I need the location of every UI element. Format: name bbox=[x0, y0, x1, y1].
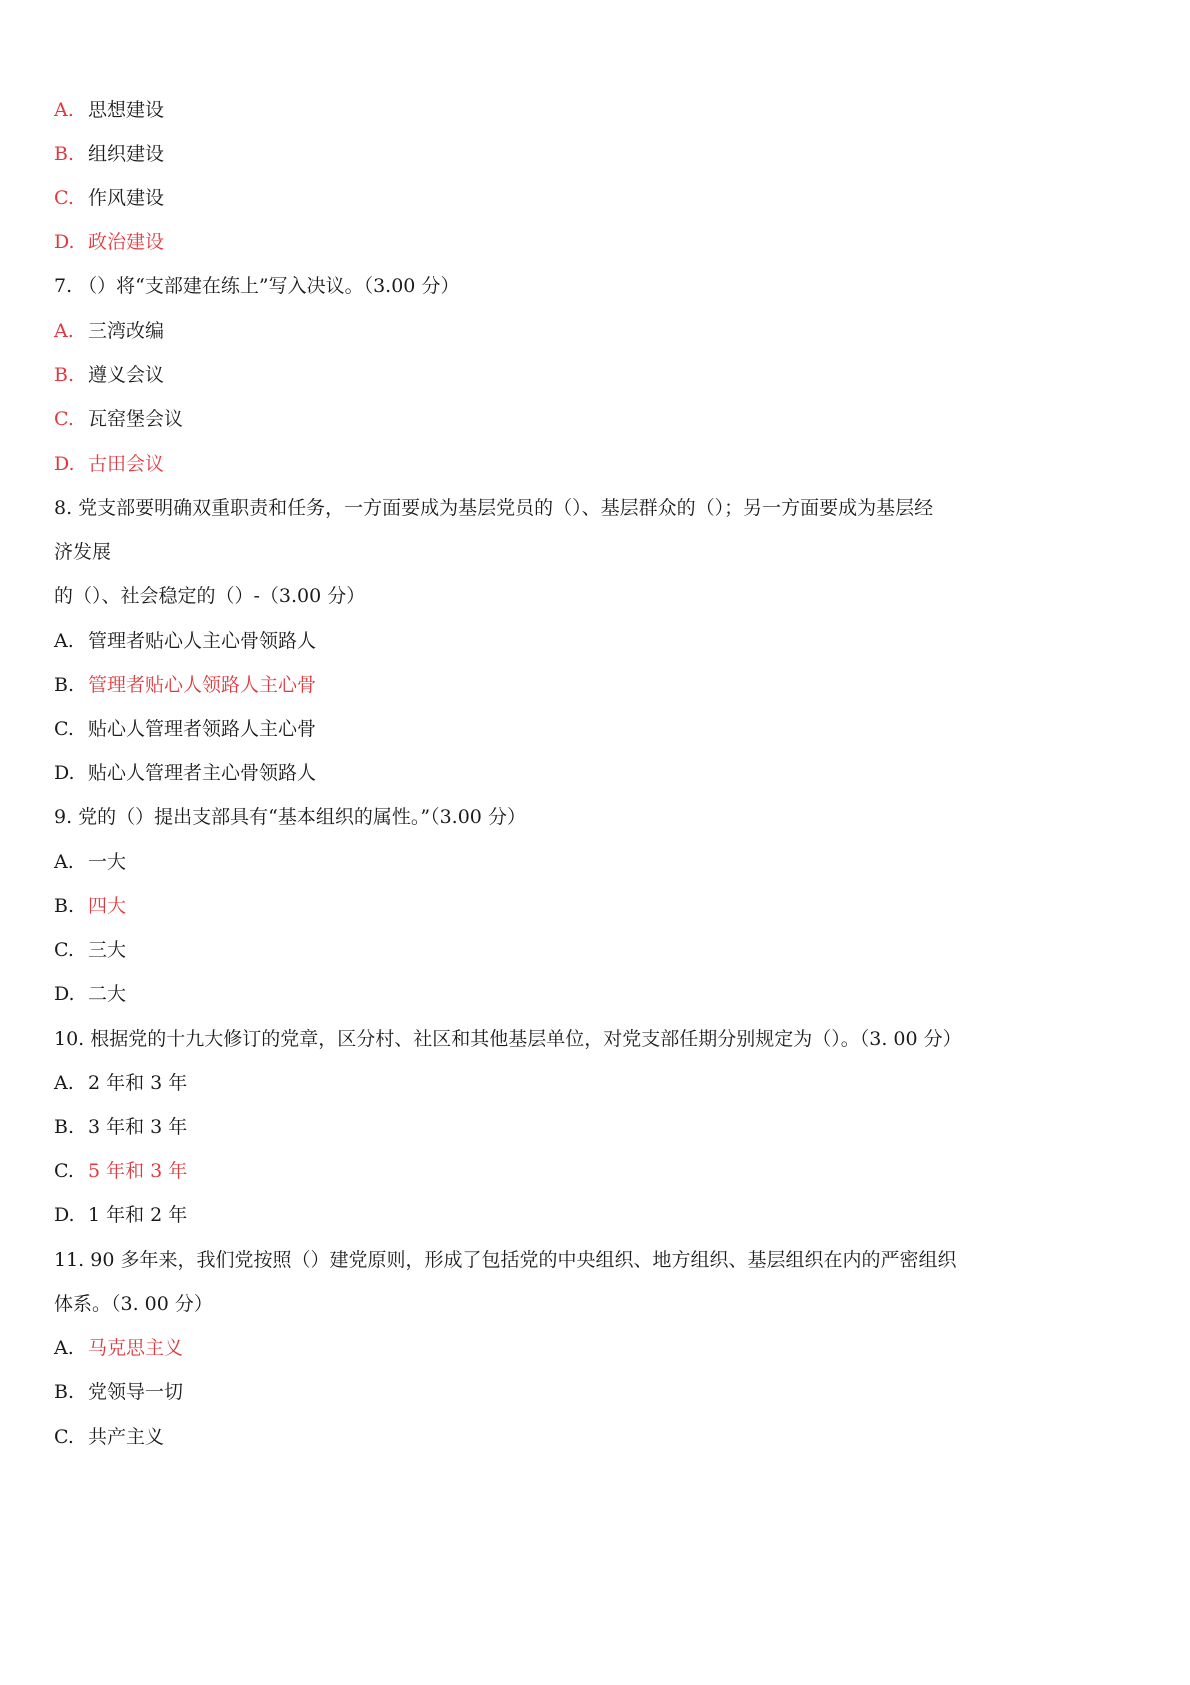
q8-stem-line1: 8. 党支部要明确双重职责和任务，一方面要成为基层党员的（）、基层群众的（）；另一方面要成为基层经 bbox=[54, 497, 934, 519]
q10-option-a: A. 2 年和 3 年 bbox=[54, 1072, 188, 1094]
q8-stem-line2: 济发展 bbox=[54, 541, 112, 563]
q11-option-c: C. 共产主义 bbox=[54, 1426, 165, 1448]
q6-option-c: C. 作风建设 bbox=[54, 187, 165, 209]
q11-option-b: B. 党领导一切 bbox=[54, 1381, 184, 1403]
q10-option-d: D. 1 年和 2 年 bbox=[54, 1204, 188, 1226]
q10-stem: 10. 根据党的十九大修订的党章，区分村、社区和其他基层单位，对党支部任期分别规定为（）。（3. 00 分） bbox=[54, 1028, 962, 1050]
q11-stem-line1: 11. 90 多年来，我们党按照（）建党原则，形成了包括党的中央组织、地方组织、基层组织在内的严密组织 bbox=[54, 1249, 957, 1271]
q8-stem-line3: 的（）、社会稳定的（）-（3.00 分） bbox=[54, 585, 366, 607]
q11-stem-line2: 体系。（3. 00 分） bbox=[54, 1293, 213, 1315]
q8-option-c: C. 贴心人管理者领路人主心骨 bbox=[54, 718, 317, 740]
q8-option-d: D. 贴心人管理者主心骨领路人 bbox=[54, 762, 317, 784]
q8-option-b-answer: B. 管理者贴心人领路人主心骨 bbox=[54, 674, 317, 696]
q9-option-d: D. 二大 bbox=[54, 983, 127, 1005]
q9-option-b-answer: B. 四大 bbox=[54, 895, 127, 917]
q9-stem: 9. 党的（）提出支部具有“基本组织的属性。”（3.00 分） bbox=[54, 806, 526, 828]
q10-option-c-answer: C. 5 年和 3 年 bbox=[54, 1160, 188, 1182]
q6-option-b: B. 组织建设 bbox=[54, 143, 165, 165]
q7-option-b: B. 遵义会议 bbox=[54, 364, 165, 386]
q7-option-c: C. 瓦窑堡会议 bbox=[54, 408, 184, 430]
q6-option-d-answer: D. 政治建设 bbox=[54, 231, 165, 253]
q6-option-a: A. 思想建设 bbox=[54, 99, 165, 121]
q9-option-a: A. 一大 bbox=[54, 851, 127, 873]
q11-option-a-answer: A. 马克思主义 bbox=[54, 1337, 184, 1359]
q10-option-b: B. 3 年和 3 年 bbox=[54, 1116, 188, 1138]
q7-option-a: A. 三湾改编 bbox=[54, 320, 165, 342]
q7-option-d-answer: D. 古田会议 bbox=[54, 453, 165, 475]
q8-option-a: A. 管理者贴心人主心骨领路人 bbox=[54, 630, 317, 652]
q7-stem: 7. （）将“支部建在练上”写入决议。（3.00 分） bbox=[54, 275, 460, 297]
q9-option-c: C. 三大 bbox=[54, 939, 127, 961]
